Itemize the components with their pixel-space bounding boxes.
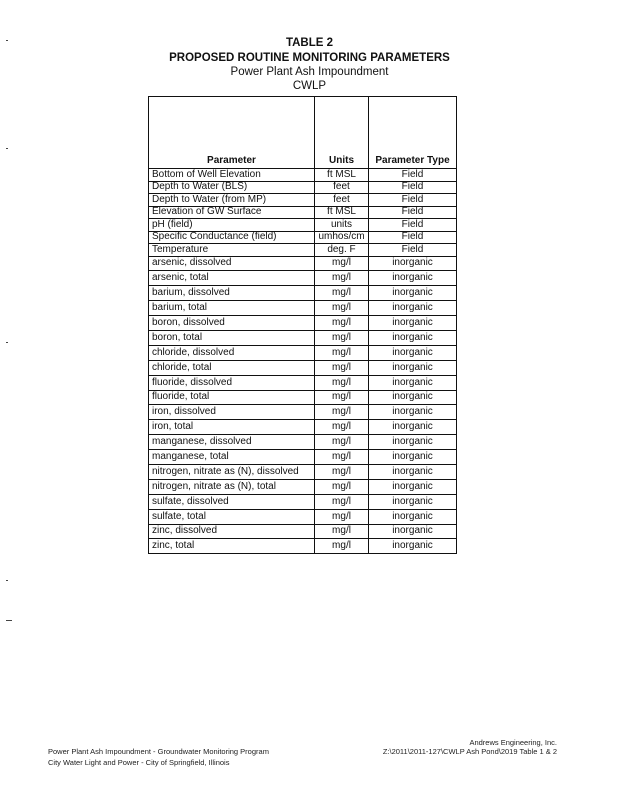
units-cell: mg/l (315, 464, 369, 479)
units-cell: ft MSL (315, 206, 369, 219)
table-row (149, 420, 457, 435)
parameter-cell: manganese, total (149, 450, 315, 465)
units-cell: mg/l (315, 256, 369, 271)
units-cell: feet (315, 181, 369, 194)
monitoring-parameters-table (148, 96, 457, 554)
scan-mark (6, 620, 12, 621)
parameter-cell: barium, dissolved (149, 286, 315, 301)
parameter-type-cell: inorganic (369, 405, 457, 420)
parameter-cell: sulfate, dissolved (149, 494, 315, 509)
table-header-row (149, 97, 457, 169)
parameter-type-cell: Field (369, 194, 457, 207)
table-row (149, 479, 457, 494)
parameter-cell: arsenic, dissolved (149, 256, 315, 271)
parameter-cell: zinc, dissolved (149, 524, 315, 539)
parameter-cell: Depth to Water (BLS) (149, 181, 315, 194)
table-row (149, 271, 457, 286)
parameter-type-cell: inorganic (369, 524, 457, 539)
parameter-cell: Temperature (149, 244, 315, 257)
parameter-type-cell: inorganic (369, 375, 457, 390)
parameter-cell: Specific Conductance (field) (149, 231, 315, 244)
units-cell: mg/l (315, 330, 369, 345)
parameter-type-cell: inorganic (369, 390, 457, 405)
units-cell: mg/l (315, 420, 369, 435)
column-header-parameter: Parameter (149, 97, 315, 169)
units-cell: mg/l (315, 390, 369, 405)
table-row (149, 231, 457, 244)
table-row (149, 330, 457, 345)
units-cell: mg/l (315, 494, 369, 509)
footer-file-path: Z:\2011\2011-127\CWLP Ash Pond\2019 Table 1 & 2 (382, 747, 557, 756)
table-row (149, 524, 457, 539)
parameter-cell: sulfate, total (149, 509, 315, 524)
units-cell: mg/l (315, 375, 369, 390)
parameter-type-cell: Field (369, 231, 457, 244)
parameter-cell: chloride, total (149, 360, 315, 375)
units-cell: mg/l (315, 360, 369, 375)
table-row (149, 194, 457, 207)
parameter-cell: boron, total (149, 330, 315, 345)
units-cell: mg/l (315, 479, 369, 494)
units-cell: mg/l (315, 435, 369, 450)
parameter-type-cell: inorganic (369, 420, 457, 435)
units-cell: mg/l (315, 524, 369, 539)
parameter-cell: zinc, total (149, 539, 315, 554)
units-cell: umhos/cm (315, 231, 369, 244)
table-row (149, 169, 457, 182)
parameter-type-cell: inorganic (369, 330, 457, 345)
units-cell: mg/l (315, 450, 369, 465)
parameter-cell: Bottom of Well Elevation (149, 169, 315, 182)
parameter-type-cell: inorganic (369, 360, 457, 375)
parameter-type-cell: inorganic (369, 345, 457, 360)
units-cell: mg/l (315, 345, 369, 360)
table-body (149, 169, 457, 554)
parameter-cell: fluoride, dissolved (149, 375, 315, 390)
parameter-cell: pH (field) (149, 219, 315, 232)
table-row (149, 244, 457, 257)
parameter-cell: arsenic, total (149, 271, 315, 286)
units-cell: mg/l (315, 286, 369, 301)
table-row (149, 435, 457, 450)
parameter-type-cell: Field (369, 244, 457, 257)
parameter-type-cell: inorganic (369, 435, 457, 450)
parameter-type-cell: inorganic (369, 286, 457, 301)
units-cell: mg/l (315, 301, 369, 316)
parameter-type-cell: inorganic (369, 509, 457, 524)
site-name: CWLP (292, 80, 327, 92)
units-cell: mg/l (315, 271, 369, 286)
table-row (149, 464, 457, 479)
table-row (149, 316, 457, 331)
units-cell: mg/l (315, 316, 369, 331)
parameter-type-cell: Field (369, 206, 457, 219)
parameter-type-cell: Field (369, 219, 457, 232)
table-row (149, 360, 457, 375)
scan-mark (6, 148, 8, 149)
table-row (149, 494, 457, 509)
parameter-type-cell: inorganic (369, 494, 457, 509)
parameter-cell: Elevation of GW Surface (149, 206, 315, 219)
table-row (149, 206, 457, 219)
column-header-units: Units (315, 97, 369, 169)
parameter-cell: barium, total (149, 301, 315, 316)
parameter-type-cell: Field (369, 169, 457, 182)
scan-mark (6, 342, 8, 343)
footer-company: Andrews Engineering, Inc. (469, 738, 557, 747)
document-title: PROPOSED ROUTINE MONITORING PARAMETERS (169, 52, 450, 64)
table-row (149, 345, 457, 360)
units-cell: ft MSL (315, 169, 369, 182)
units-cell: mg/l (315, 405, 369, 420)
parameter-cell: nitrogen, nitrate as (N), total (149, 479, 315, 494)
parameter-cell: nitrogen, nitrate as (N), dissolved (149, 464, 315, 479)
footer-program: Power Plant Ash Impoundment - Groundwater Monitoring Program (48, 747, 269, 756)
parameter-type-cell: inorganic (369, 450, 457, 465)
table-row (149, 539, 457, 554)
document-subtitle: Power Plant Ash Impoundment (230, 66, 389, 78)
table-row (149, 390, 457, 405)
parameter-cell: chloride, dissolved (149, 345, 315, 360)
units-cell: feet (315, 194, 369, 207)
parameter-type-cell: inorganic (369, 316, 457, 331)
table-row (149, 301, 457, 316)
parameter-cell: fluoride, total (149, 390, 315, 405)
table-row (149, 450, 457, 465)
parameter-type-cell: inorganic (369, 301, 457, 316)
parameter-cell: Depth to Water (from MP) (149, 194, 315, 207)
units-cell: deg. F (315, 244, 369, 257)
parameter-cell: iron, total (149, 420, 315, 435)
table-row (149, 375, 457, 390)
table-number: TABLE 2 (285, 37, 334, 49)
table-row (149, 286, 457, 301)
table-row (149, 219, 457, 232)
parameter-type-cell: inorganic (369, 464, 457, 479)
table-row (149, 509, 457, 524)
parameter-type-cell: Field (369, 181, 457, 194)
units-cell: units (315, 219, 369, 232)
parameter-cell: iron, dissolved (149, 405, 315, 420)
scan-mark (6, 580, 8, 581)
footer-owner: City Water Light and Power - City of Springfield, Illinois (48, 758, 230, 767)
parameter-type-cell: inorganic (369, 479, 457, 494)
units-cell: mg/l (315, 539, 369, 554)
table-row (149, 405, 457, 420)
parameter-type-cell: inorganic (369, 539, 457, 554)
scan-mark (6, 40, 8, 41)
units-cell: mg/l (315, 509, 369, 524)
table-row (149, 181, 457, 194)
column-header-parameter-type: Parameter Type (369, 97, 457, 169)
parameter-cell: manganese, dissolved (149, 435, 315, 450)
parameter-cell: boron, dissolved (149, 316, 315, 331)
table-row (149, 256, 457, 271)
parameter-type-cell: inorganic (369, 256, 457, 271)
parameter-type-cell: inorganic (369, 271, 457, 286)
